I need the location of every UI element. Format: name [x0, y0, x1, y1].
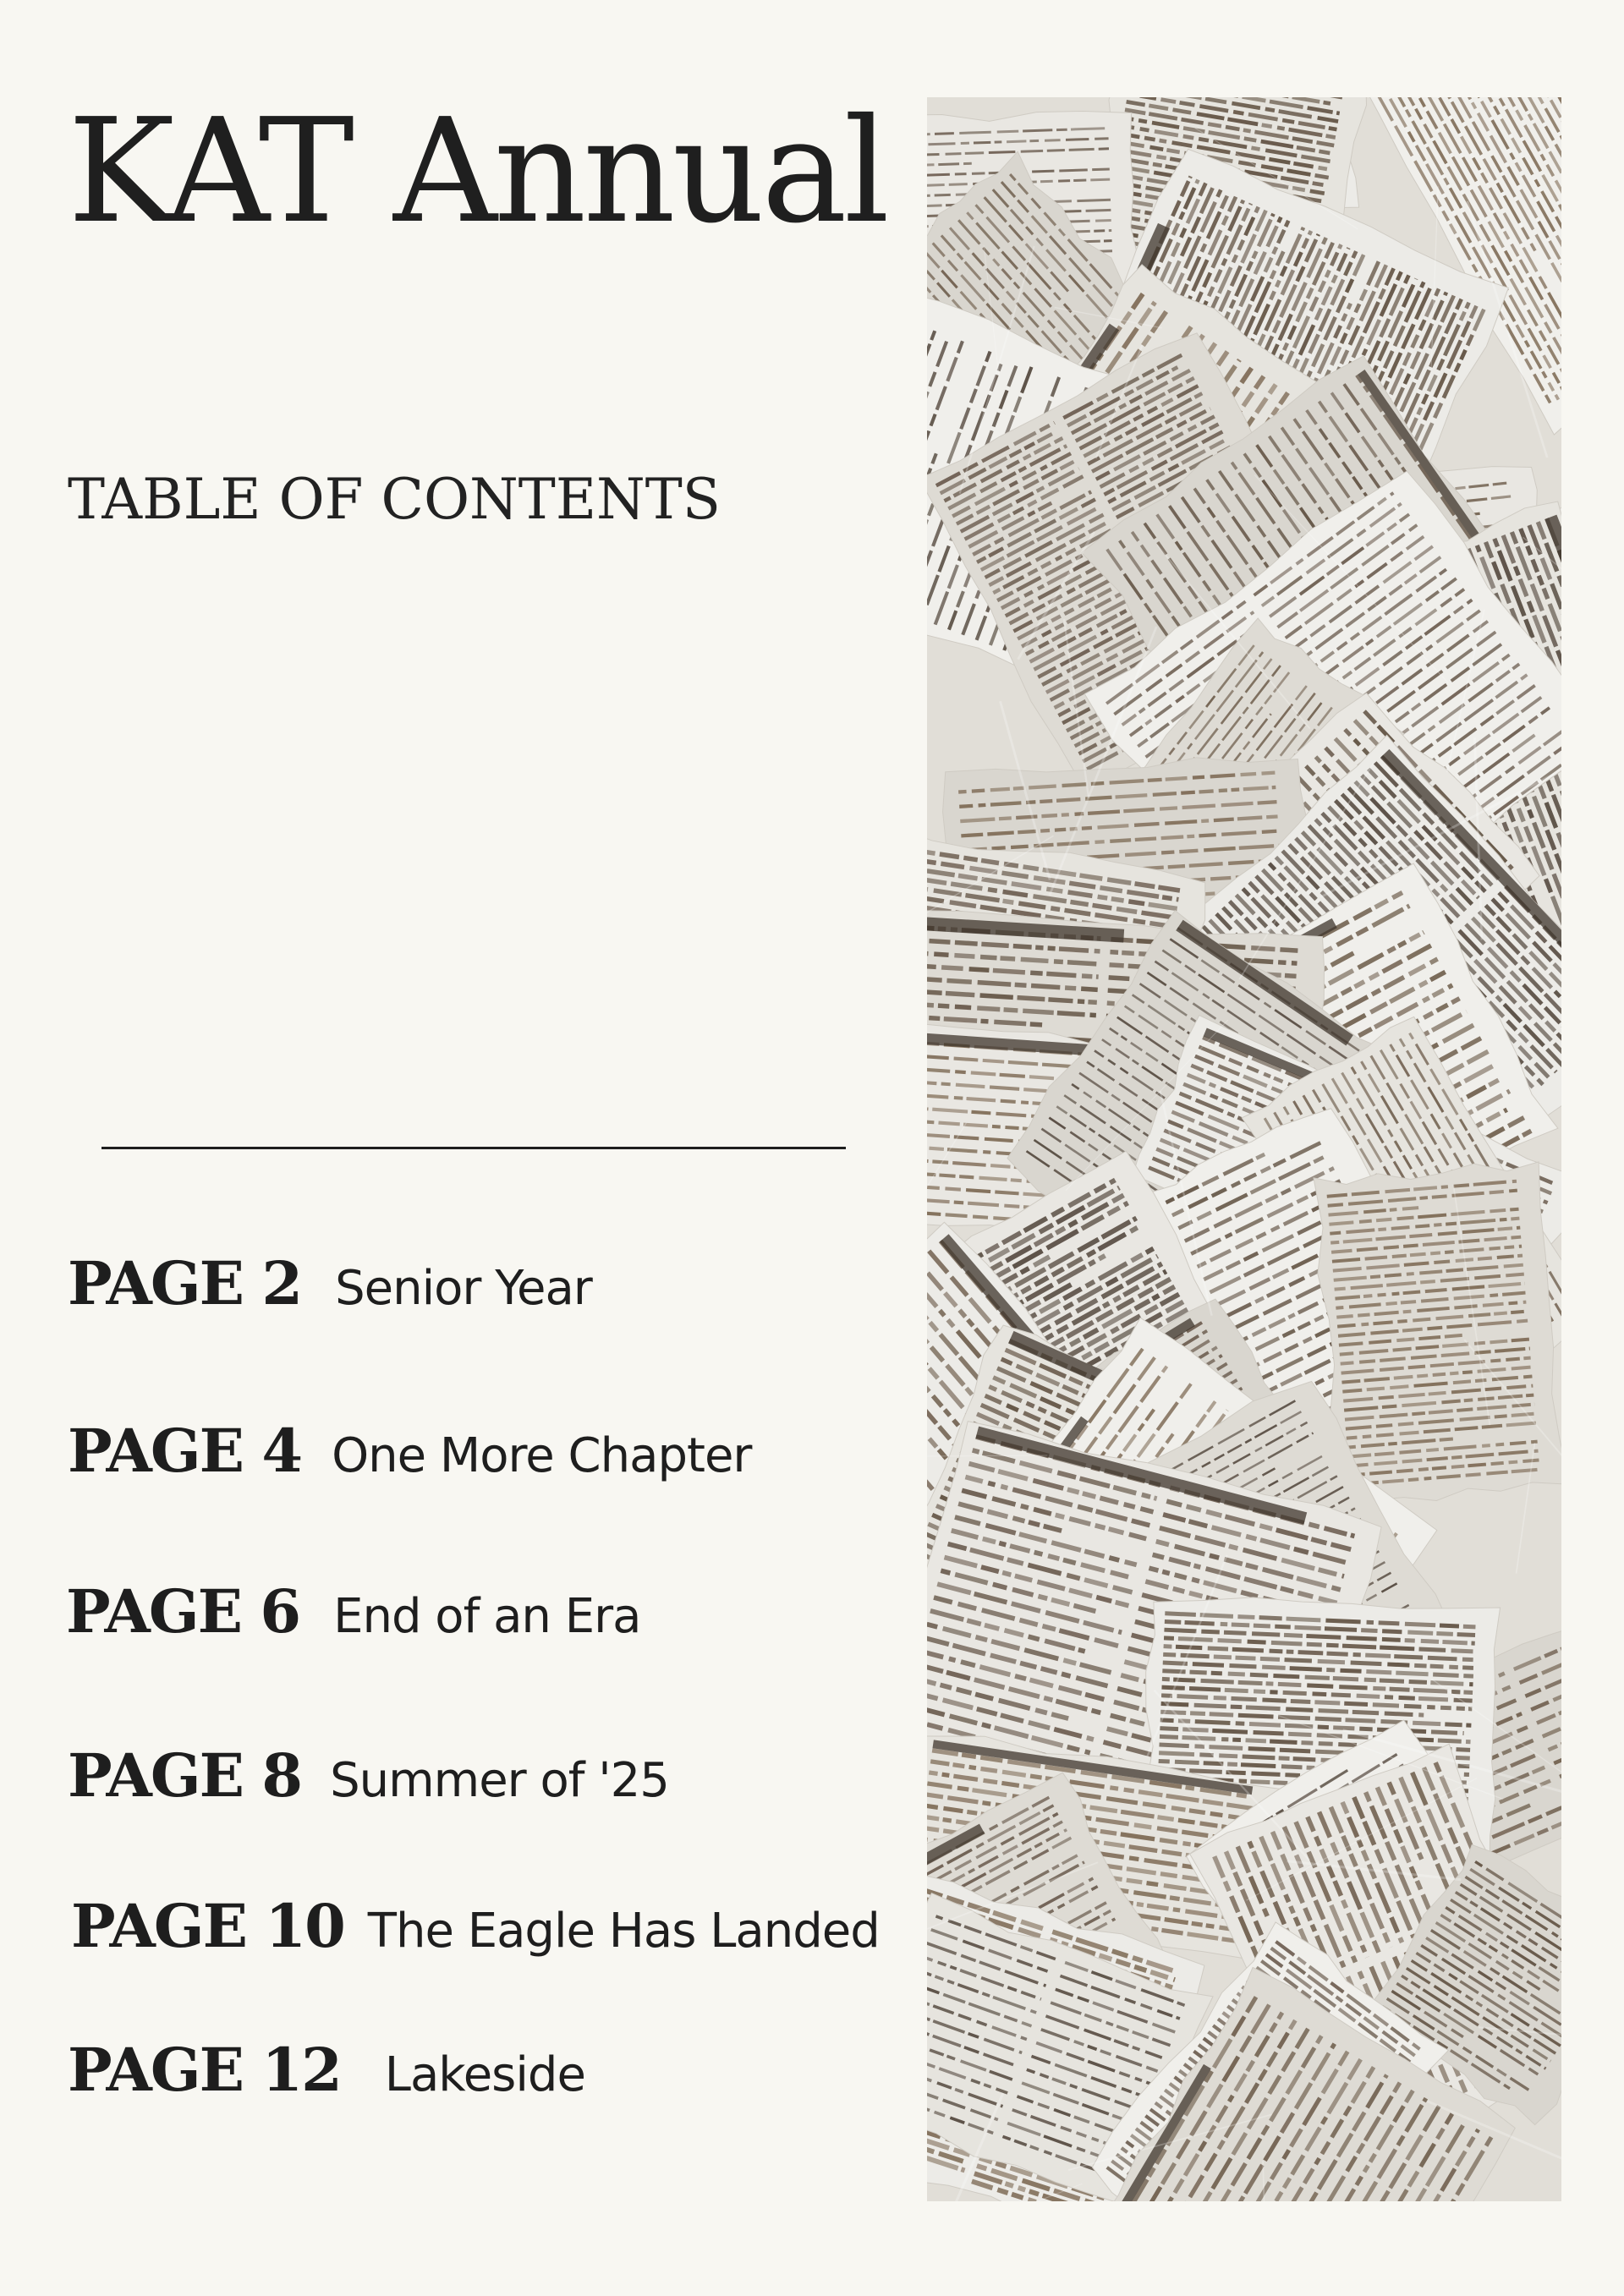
- toc-page-number: PAGE 12: [68, 2035, 341, 2105]
- toc-entry[interactable]: [68, 1740, 669, 1811]
- toc-entry[interactable]: [68, 1248, 592, 1318]
- toc-page-number: PAGE 6: [66, 1576, 300, 1647]
- toc-page-number: PAGE 2: [68, 1248, 302, 1318]
- toc-entry[interactable]: [71, 1891, 880, 1961]
- toc-section-title: The Eagle Has Landed: [367, 1904, 880, 1959]
- divider-line: [102, 1147, 846, 1149]
- toc-section-title: One More Chapter: [332, 1428, 752, 1483]
- toc-section-title: Senior Year: [335, 1261, 592, 1316]
- newspaper-collage-graphic: [927, 97, 1561, 2201]
- toc-entry[interactable]: [68, 1416, 751, 1486]
- table-of-contents-heading: TABLE OF CONTENTS: [68, 467, 721, 532]
- newspaper-collage-image: [927, 97, 1561, 2201]
- toc-entry[interactable]: [66, 1576, 640, 1647]
- toc-entry[interactable]: [68, 2035, 585, 2105]
- toc-page-number: PAGE 8: [68, 1740, 302, 1811]
- toc-section-title: Summer of '25: [330, 1753, 669, 1808]
- document-title: KAT Annual: [68, 88, 886, 255]
- toc-page-number: PAGE 4: [68, 1416, 302, 1486]
- toc-section-title: End of an Era: [333, 1589, 641, 1644]
- toc-section-title: Lakeside: [384, 2047, 585, 2102]
- toc-page-number: PAGE 10: [71, 1891, 344, 1961]
